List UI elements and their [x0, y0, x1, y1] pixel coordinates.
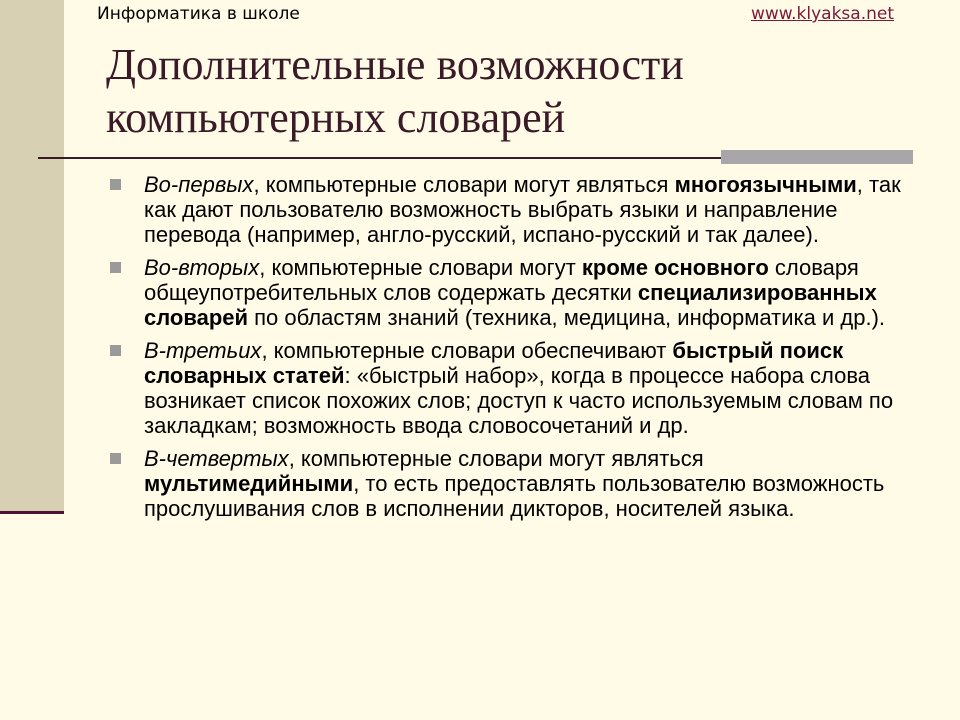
- square-bullet-icon: [110, 453, 121, 464]
- slide-title: Дополнительные возможности компьютерных словарей: [106, 40, 684, 142]
- header-site-label: Информатика в школе: [97, 4, 300, 24]
- bullet-list: [108, 172, 908, 529]
- title-accent-bar: [721, 150, 913, 164]
- square-bullet-icon: [110, 345, 121, 356]
- bullet-item-2: Во-вторых, компьютерные словари могут кроме основного словаря общеупотребительных слов содержать десятки специализированных словарей по областям знаний (техника, медицина, информатика и др.).: [108, 255, 908, 330]
- bullet-item-4: В-четвертых, компьютерные словари могут являться мультимедийными, то есть предоставлять пользователю возможность прослушивания слов в исполнении дикторов, носителей языка.: [108, 446, 908, 521]
- left-decor-line: [0, 511, 64, 514]
- square-bullet-icon: [110, 262, 121, 273]
- bullet-item-1: Во-первых, компьютерные словари могут являться многоязычными, так как дают пользователю возможность выбрать языки и направление перевода (например, англо-русский, испано-русский и так далее).: [108, 172, 908, 247]
- square-bullet-icon: [110, 179, 121, 190]
- bullet-item-3: В-третьих, компьютерные словари обеспечивают быстрый поиск словарных статей: «быстрый набор», когда в процессе набора слова возникает список похожих слов; доступ к часто используемым словам по закладкам; возможность ввода словосочетаний и др.: [108, 338, 908, 438]
- site-link[interactable]: www.klyaksa.net: [750, 4, 894, 24]
- left-decor-band: [0, 0, 64, 513]
